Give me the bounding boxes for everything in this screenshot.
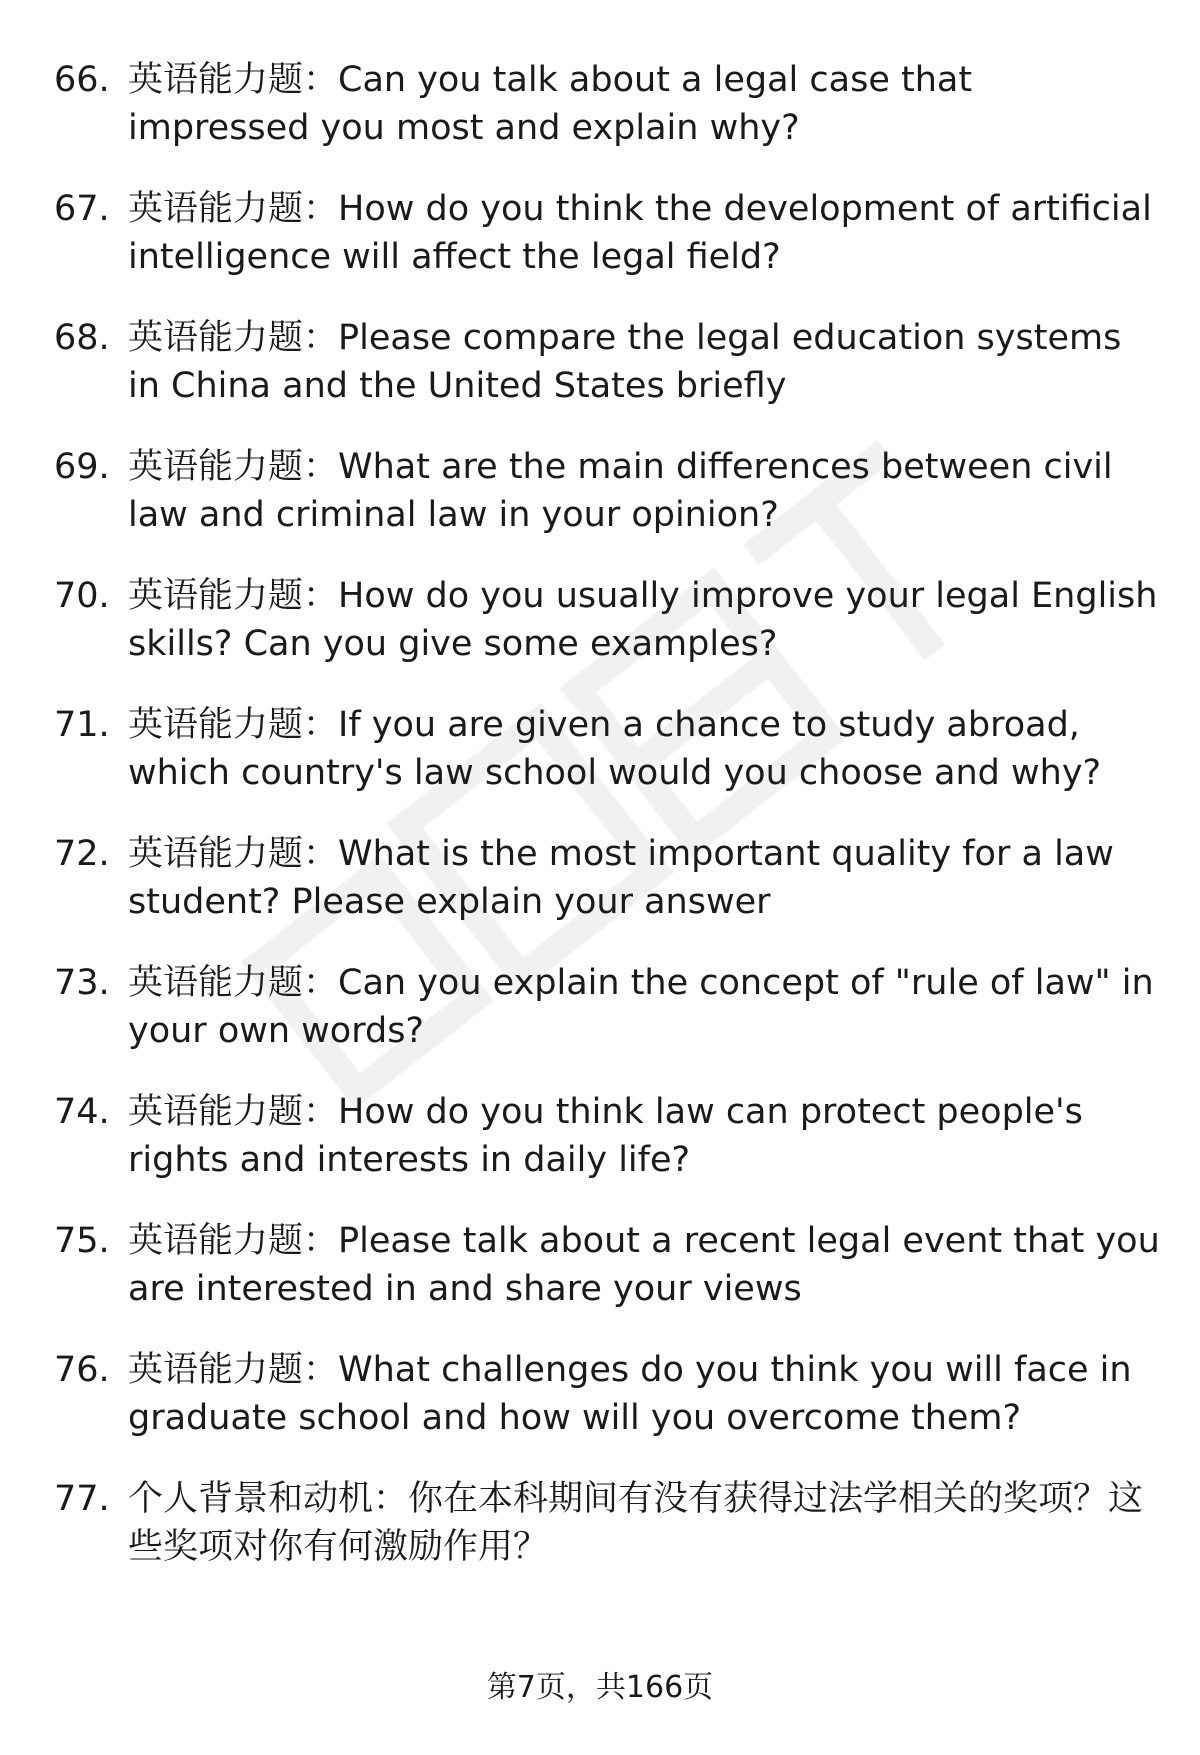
question-number: 73. (54, 963, 110, 1003)
question-text: What is the most important quality for a law student? Please explain your answer (128, 834, 1114, 922)
question-body (128, 314, 1164, 410)
question-number: 68. (54, 318, 110, 358)
question-number: 75. (54, 1221, 110, 1261)
question-body (128, 572, 1164, 668)
question-number: 66. (54, 60, 110, 100)
question-item (54, 56, 1164, 152)
question-text: How do you usually improve your legal English skills? Can you give some examples? (128, 576, 1158, 664)
question-number: 76. (54, 1350, 110, 1390)
question-body (128, 1346, 1164, 1442)
page-number-footer: 第7页，共166页 (486, 1670, 714, 1705)
question-item (54, 830, 1164, 926)
question-number: 70. (54, 576, 110, 616)
question-number: 69. (54, 447, 110, 487)
question-category: 个人背景和动机： (128, 1479, 409, 1519)
question-number: 71. (54, 705, 110, 745)
question-text: Please talk about a recent legal event that you are interested in and share your views (128, 1221, 1160, 1309)
question-item (54, 1217, 1164, 1313)
question-text: What are the main differences between civil law and criminal law in your opinion? (128, 447, 1113, 535)
question-text: How do you think the development of artificial intelligence will affect the legal field? (128, 189, 1152, 277)
question-text: How do you think law can protect people's rights and interests in daily life? (128, 1092, 1083, 1180)
question-body (128, 830, 1164, 926)
question-item (54, 1346, 1164, 1442)
question-body (128, 959, 1164, 1055)
question-body (128, 1475, 1164, 1571)
question-category: 英语能力题： (128, 705, 339, 745)
question-item (54, 1475, 1164, 1571)
question-item (54, 185, 1164, 281)
question-text: What challenges do you think you will face in graduate school and how will you overcome them? (128, 1350, 1132, 1438)
question-number: 67. (54, 189, 110, 229)
question-body (128, 701, 1164, 797)
question-category: 英语能力题： (128, 1092, 339, 1132)
question-item (54, 443, 1164, 539)
question-category: 英语能力题： (128, 447, 339, 487)
question-body (128, 56, 1164, 152)
question-text: If you are given a chance to study abroad, which country's law school would you choose and why? (128, 705, 1102, 793)
question-body (128, 1088, 1164, 1184)
question-item (54, 314, 1164, 410)
question-number: 77. (54, 1479, 110, 1519)
question-category: 英语能力题： (128, 1221, 339, 1261)
question-body (128, 1217, 1164, 1313)
question-item (54, 1088, 1164, 1184)
question-text: Can you explain the concept of "rule of law" in your own words? (128, 963, 1154, 1051)
question-item (54, 959, 1164, 1055)
question-list (54, 56, 1164, 1604)
question-item (54, 572, 1164, 668)
question-number: 72. (54, 834, 110, 874)
question-category: 英语能力题： (128, 60, 339, 100)
question-text: Please compare the legal education systems in China and the United States briefly (128, 318, 1122, 406)
question-category: 英语能力题： (128, 318, 339, 358)
question-category: 英语能力题： (128, 576, 339, 616)
question-category: 英语能力题： (128, 834, 339, 874)
question-category: 英语能力题： (128, 1350, 339, 1390)
question-category: 英语能力题： (128, 189, 339, 229)
question-text: Can you talk about a legal case that impressed you most and explain why? (128, 60, 973, 148)
question-number: 74. (54, 1092, 110, 1132)
question-body (128, 443, 1164, 539)
question-body (128, 185, 1164, 281)
question-item (54, 701, 1164, 797)
question-text: 你在本科期间有没有获得过法学相关的奖项？这些奖项对你有何激励作用？ (128, 1479, 1144, 1567)
question-category: 英语能力题： (128, 963, 339, 1003)
